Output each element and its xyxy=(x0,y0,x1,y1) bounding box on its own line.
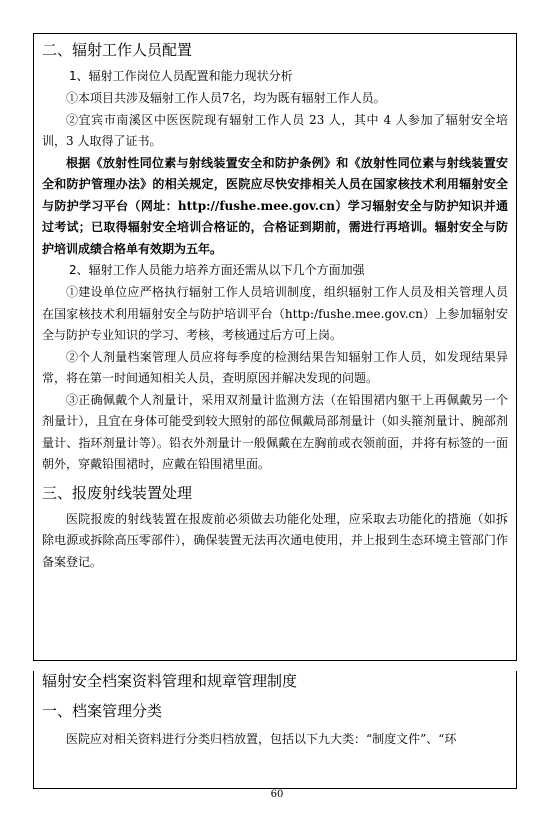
subsection-title-current-status: 1、辐射工作岗位人员配置和能力现状分析 xyxy=(69,69,293,83)
paragraph-training-requirement: 根据《放射性同位素与射线装置安全和防护条例》和《放射性同位素与射线装置安全和防护管理办法》的相关规定，医院应尽快安排相关人员在国家核技术利用辐射安全与防护学习平台（网址：http://fushe.mee.gov.cn）学习辐射安全与防护知识并通过考试；已取得辐射安全培训合格证的，合格证到期前，需进行再培训。辐射安全与防护培训成绩合格单有效期为五年。 xyxy=(42,155,508,256)
content-cell-staffing xyxy=(33,33,517,661)
section-title-staffing: 二、辐射工作人员配置 xyxy=(42,41,193,59)
section-title-archive-categories: 一、档案管理分类 xyxy=(42,702,163,720)
paragraph-disposal: 医院报废的射线装置在报废前必须做去功能化处理，应采取去功能化的措施（如拆除电源或拆除高压零部件），确保装置无法再次通电使用，并上报到生态环境主管部门作备案登记。 xyxy=(42,511,508,569)
paragraph-training-system: ①建设单位应严格执行辐射工作人员培训制度，组织辐射工作人员及相关管理人员在国家核技术利用辐射安全与防护培训平台（http:/fushe.mee.gov.cn）上参加辐射安全与防护专业知识的学习、考核，考核通过后方可上岗。 xyxy=(42,285,508,342)
subsection-title-capability: 2、辐射工作人员能力培养方面还需从以下几个方面加强 xyxy=(69,263,365,277)
page-number: 60 xyxy=(270,789,284,800)
paragraph-dose-records: ②个人剂量档案管理人员应将每季度的检测结果告知辐射工作人员，如发现结果异常，将在第一时间通知相关人员，查明原因并解决发现的问题。 xyxy=(42,349,508,385)
section-title-disposal: 三、报废射线装置处理 xyxy=(42,483,193,502)
paragraph-staff-count: ①本项目共涉及辐射工作人员7名，均为既有辐射工作人员。 xyxy=(66,91,386,105)
section-header-archives: 辐射安全档案资料管理和规章管理制度 xyxy=(42,672,298,690)
content-cell-archives xyxy=(33,671,517,789)
paragraph-dosimeter-wearing: ③正确佩戴个人剂量计，采用双剂量计监测方法（在铅围裙内躯干上再佩戴另一个剂量计），且宜在身体可能受到较大照射的部位佩戴局部剂量计（如头箍剂量计、腕部剂量计、指环剂量计等）。铅衣外剂量计一般佩戴在左胸前或衣领前面，并将有标签的一面朝外，穿戴铅围裙时，应戴在铅围裙里面。 xyxy=(42,392,508,471)
document-page xyxy=(33,33,517,789)
paragraph-archive-categories: 医院应对相关资料进行分类归档放置，包括以下九大类：“制度文件”、“环 xyxy=(66,732,457,746)
paragraph-existing-staff: ②宜宾市南溪区中医医院现有辐射工作人员 23 人，其中 4 人参加了辐射安全培训，3 人取得了证书。 xyxy=(42,112,508,148)
